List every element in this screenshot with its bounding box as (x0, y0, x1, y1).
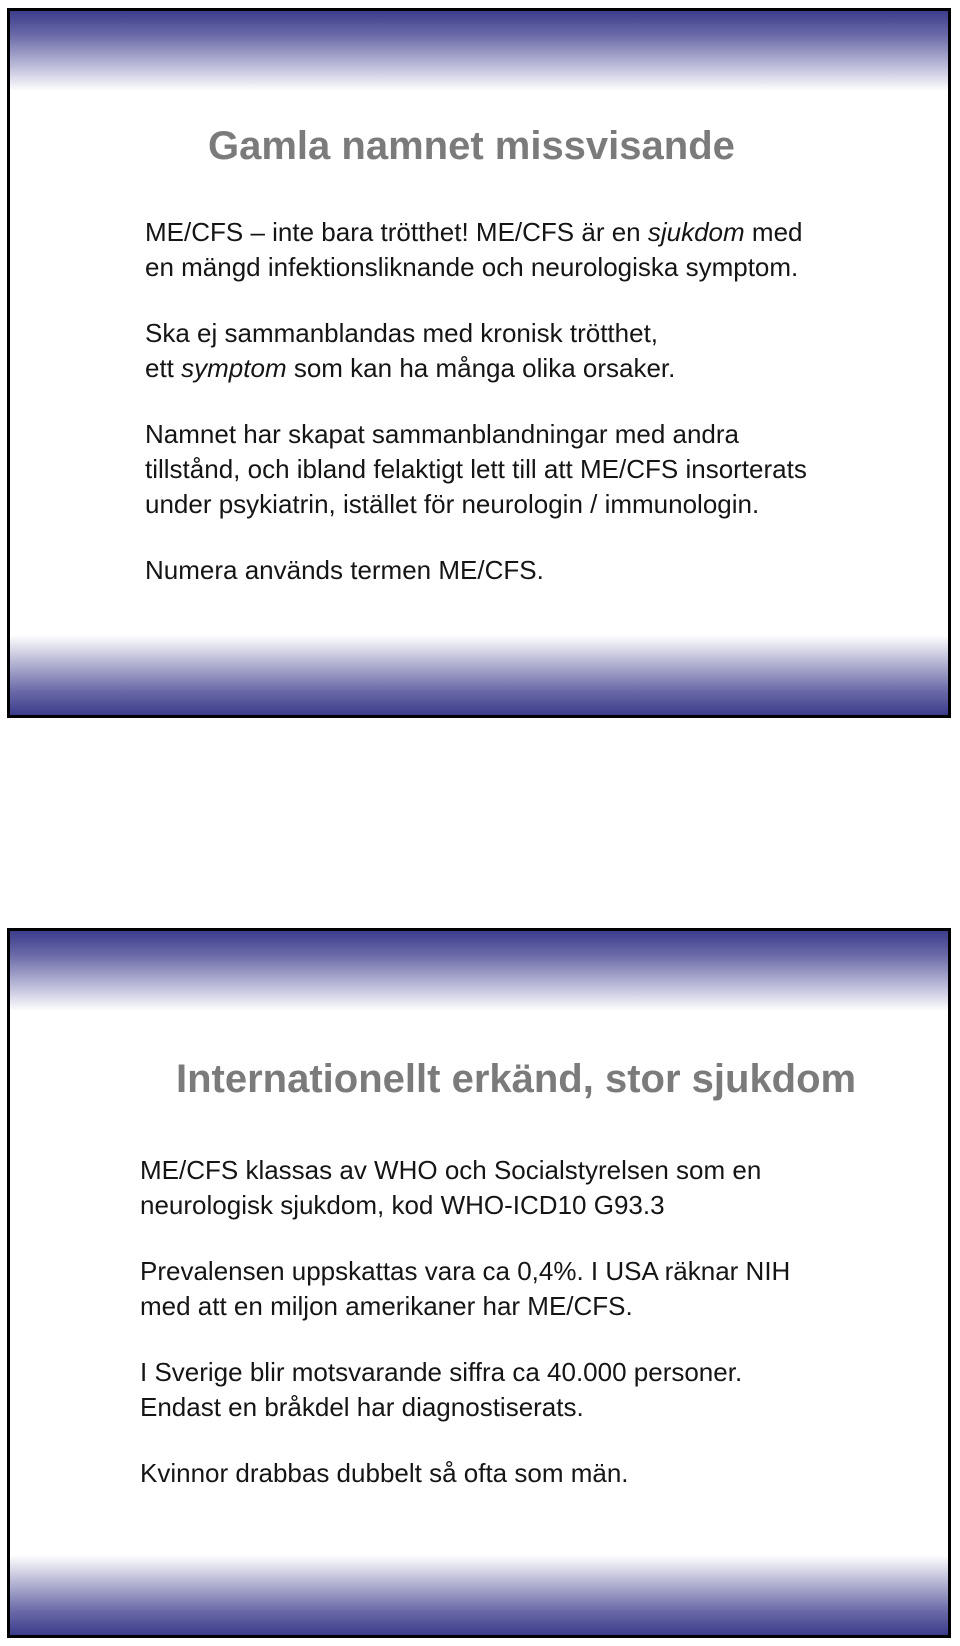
slide-2-bottom-gradient-band (10, 1555, 948, 1635)
slide-1-p1-line-1 (145, 215, 915, 250)
slide-1-paragraph-2 (145, 316, 915, 386)
slide-2-p2-line-2: med att en miljon amerikaner har ME/CFS. (140, 1291, 633, 1321)
slide-1-p2-line-2 (145, 351, 915, 386)
slide-2-p1-line-1: ME/CFS klassas av WHO och Socialstyrelsen som en (140, 1155, 762, 1185)
slide-1-p1-line-2: en mängd infektionsliknande och neurologiska symptom. (145, 252, 799, 282)
emphasis-sjukdom: sjukdom (647, 217, 745, 247)
slide-2-paragraph-4 (140, 1456, 910, 1491)
slide-1-paragraph-1 (145, 215, 915, 285)
slide-2-p2-line-1: Prevalensen uppskattas vara ca 0,4%. I USA räknar NIH (140, 1256, 791, 1286)
slide-2-p4-line-1: Kvinnor drabbas dubbelt så ofta som män. (140, 1458, 629, 1488)
slide-1-p3-line-1: Namnet har skapat sammanblandningar med andra (145, 419, 740, 449)
slide-1-p4-line-1: Numera används termen ME/CFS. (145, 555, 544, 585)
slide-1-paragraph-3 (145, 417, 915, 522)
slide-1-top-gradient-band (10, 11, 948, 91)
text-run: som kan ha många olika orsaker. (286, 353, 676, 383)
emphasis-symptom: symptom (181, 353, 287, 383)
slide-2-p3-line-1: I Sverige blir motsvarande siffra ca 40.000 personer. (140, 1357, 743, 1387)
slide-2-title: Internationellt erkänd, stor sjukdom (176, 1057, 857, 1101)
slide-1-p2-line-1: Ska ej sammanblandas med kronisk trötthet, (145, 318, 659, 348)
slide-1-bottom-gradient-band (10, 635, 948, 715)
slide-2 (7, 928, 951, 1638)
text-run: med (744, 217, 803, 247)
slide-1-paragraph-4 (145, 553, 915, 588)
slide-1 (7, 8, 951, 718)
slide-2-p1-line-2: neurologisk sjukdom, kod WHO-ICD10 G93.3 (140, 1190, 665, 1220)
slide-2-paragraph-3 (140, 1355, 910, 1425)
slide-1-p3-line-3: under psykiatrin, istället för neurologin / immunologin. (145, 489, 760, 519)
slide-2-p3-line-2: Endast en bråkdel har diagnostiserats. (140, 1392, 584, 1422)
slide-2-top-gradient-band (10, 931, 948, 1011)
text-run: ME/CFS – inte bara trötthet! ME/CFS är en (145, 217, 648, 247)
slide-2-body (140, 1153, 910, 1491)
slide-2-paragraph-1 (140, 1153, 910, 1223)
text-run: ett (145, 353, 182, 383)
slide-1-title: Gamla namnet missvisande (208, 124, 735, 168)
slide-1-p3-line-2: tillstånd, och ibland felaktigt lett till att ME/CFS insorterats (145, 454, 807, 484)
slide-2-paragraph-2 (140, 1254, 910, 1324)
slide-1-body (145, 215, 915, 588)
